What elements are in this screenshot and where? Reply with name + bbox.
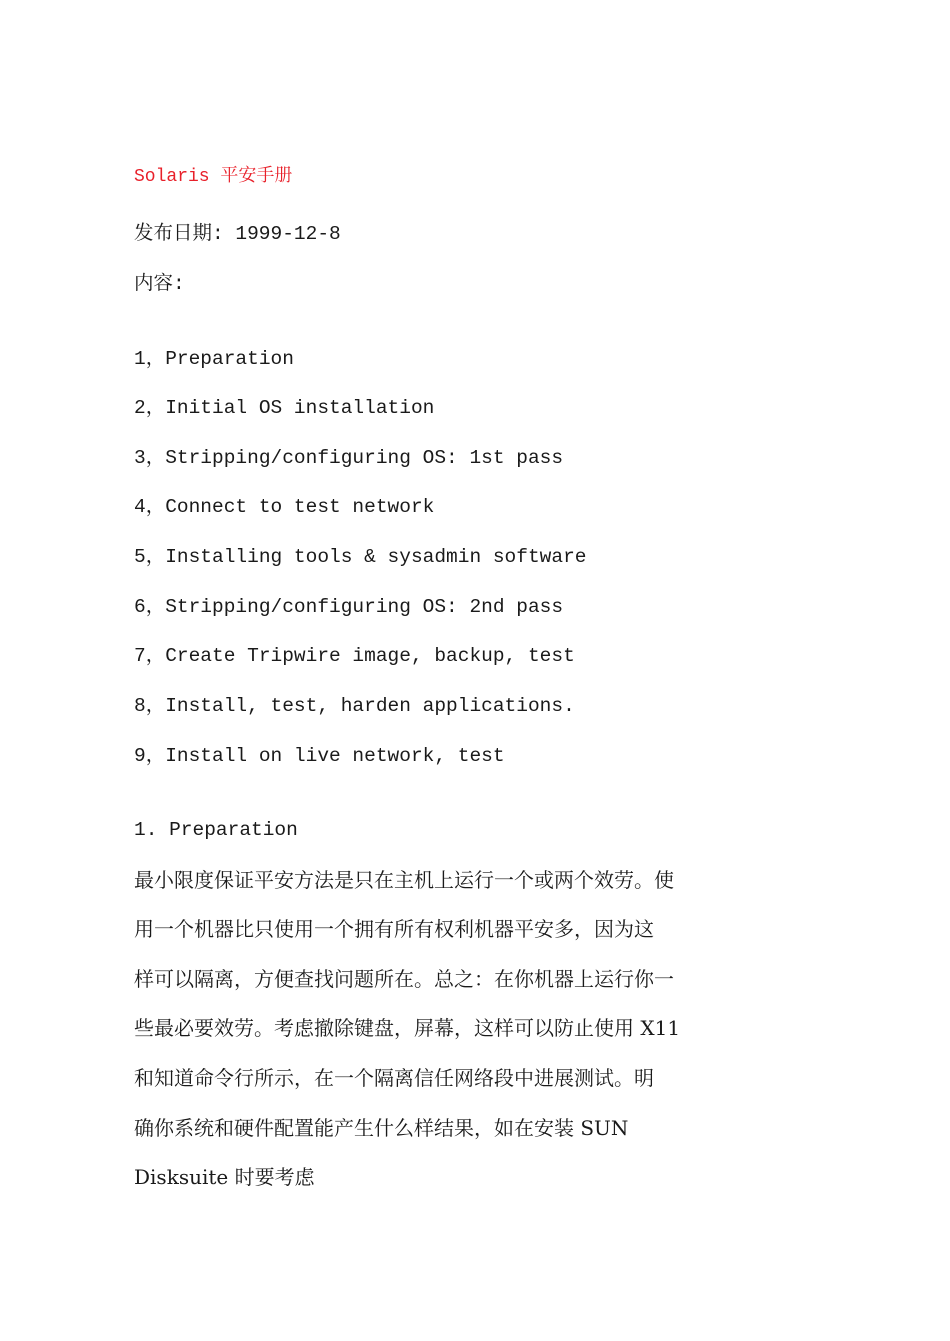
section-heading: 1. Preparation	[134, 819, 298, 841]
toc-item: 7，Create Tripwire image, backup, test	[134, 645, 575, 667]
paragraph-line: 用一个机器比只使用一个拥有所有权利机器平安多，因为这	[134, 917, 654, 941]
document-title: Solaris 平安手册	[134, 167, 293, 187]
toc-item: 4，Connect to test network	[134, 496, 435, 518]
publish-date: 发布日期: 1999-12-8	[134, 223, 341, 245]
paragraph-line: 最小限度保证平安方法是只在主机上运行一个或两个效劳。使	[134, 868, 674, 892]
toc-item: 2，Initial OS installation	[134, 397, 435, 419]
paragraph-line: 些最必要效劳。考虑撤除键盘，屏幕，这样可以防止使用 X11	[134, 1016, 681, 1040]
paragraph-line: 确你系统和硬件配置能产生什么样结果，如在安装 SUN	[134, 1116, 629, 1140]
toc-item: 1，Preparation	[134, 348, 294, 370]
contents-label: 内容:	[134, 273, 185, 295]
paragraph-line: Disksuite 时要考虑	[134, 1165, 315, 1189]
toc-item: 6，Stripping/configuring OS: 2nd pass	[134, 596, 564, 618]
toc-item: 3，Stripping/configuring OS: 1st pass	[134, 447, 564, 469]
toc-item: 9，Install on live network, test	[134, 745, 505, 767]
paragraph-line: 和知道命令行所示，在一个隔离信任网络段中进展测试。明	[134, 1066, 654, 1090]
toc-item: 8，Install, test, harden applications.	[134, 695, 575, 717]
paragraph-line: 样可以隔离，方便查找问题所在。总之：在你机器上运行你一	[134, 967, 674, 991]
toc-item: 5，Installing tools & sysadmin software	[134, 546, 587, 568]
